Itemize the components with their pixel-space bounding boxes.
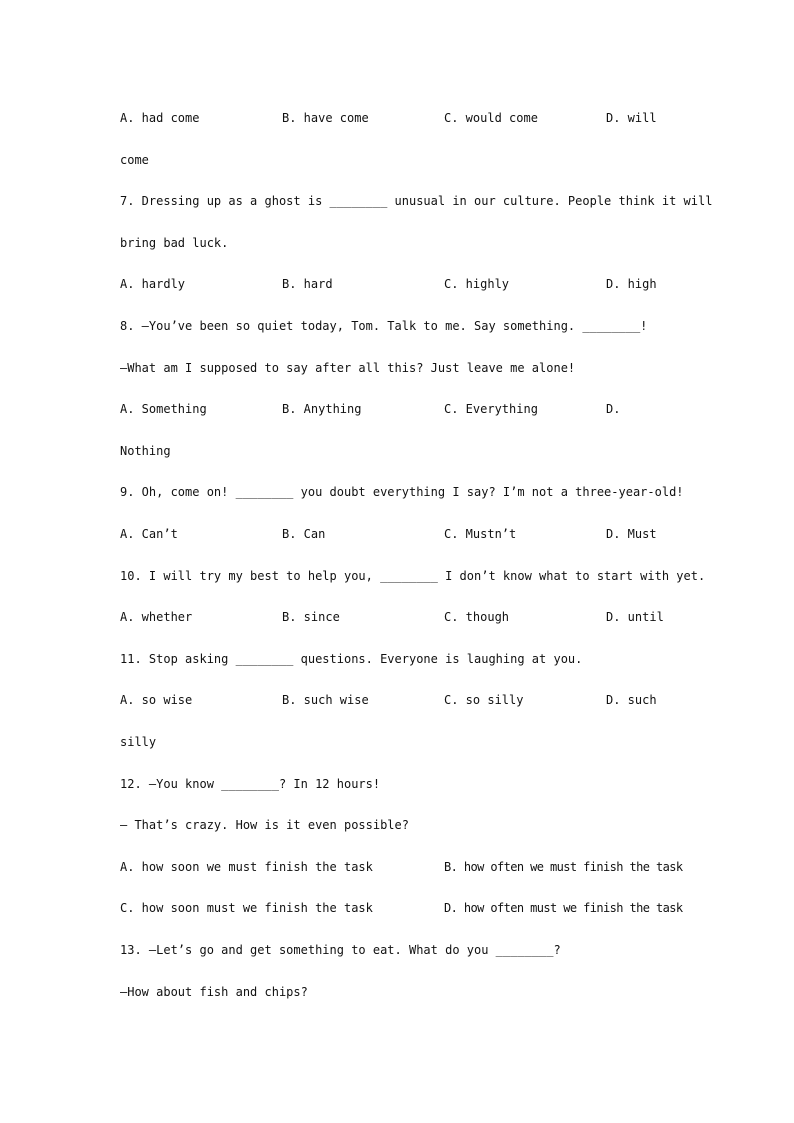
q8-option-b: B. Anything bbox=[282, 402, 362, 416]
q6-option-b: B. have come bbox=[282, 111, 369, 125]
q10-option-c: C. though bbox=[444, 610, 510, 624]
question-12: 12. —You know ________? In 12 hours! bbox=[120, 777, 381, 791]
question-11: 11. Stop asking ________ questions. Everyone is laughing at you. bbox=[120, 652, 583, 666]
q7-option-d: D. high bbox=[606, 277, 657, 291]
question-12-reply: — That’s crazy. How is it even possible? bbox=[120, 818, 409, 832]
q9-option-c: C. Mustn’t bbox=[444, 527, 517, 541]
q7-option-a: A. hardly bbox=[120, 277, 186, 291]
q10-option-b: B. since bbox=[282, 610, 340, 624]
q6-option-c: C. would come bbox=[444, 111, 538, 125]
question-13-reply: —How about fish and chips? bbox=[120, 985, 308, 999]
q6-option-d: D. will bbox=[606, 111, 657, 125]
q12-option-a: A. how soon we must finish the task bbox=[120, 860, 373, 874]
question-8-reply: —What am I supposed to say after all this? Just leave me alone! bbox=[120, 361, 576, 375]
q11-option-d-wrap: silly bbox=[120, 735, 157, 749]
question-13: 13. —Let’s go and get something to eat. What do you ________? bbox=[120, 943, 561, 957]
q9-option-a: A. Can’t bbox=[120, 527, 178, 541]
q12-option-d: D. how often must we finish the task bbox=[444, 901, 683, 915]
question-7: 7. Dressing up as a ghost is ________ unusual in our culture. People think it will bbox=[120, 194, 713, 208]
q9-option-d: D. Must bbox=[606, 527, 657, 541]
q9-option-b: B. Can bbox=[282, 527, 326, 541]
q11-option-b: B. such wise bbox=[282, 693, 369, 707]
question-9: 9. Oh, come on! ________ you doubt everything I say? I’m not a three-year-old! bbox=[120, 485, 684, 499]
question-10: 10. I will try my best to help you, ________ I don’t know what to start with yet. bbox=[120, 569, 706, 583]
q11-option-c: C. so silly bbox=[444, 693, 524, 707]
q6-option-a: A. had come bbox=[120, 111, 200, 125]
q12-option-b: B. how often we must finish the task bbox=[444, 860, 683, 874]
q6-option-d-wrap: come bbox=[120, 153, 149, 167]
q8-option-d-wrap: Nothing bbox=[120, 444, 171, 458]
question-7-continued: bring bad luck. bbox=[120, 236, 229, 250]
q10-option-d: D. until bbox=[606, 610, 664, 624]
question-8: 8. —You’ve been so quiet today, Tom. Talk to me. Say something. ________! bbox=[120, 319, 648, 333]
q8-option-c: C. Everything bbox=[444, 402, 538, 416]
q10-option-a: A. whether bbox=[120, 610, 193, 624]
q11-option-d: D. such bbox=[606, 693, 657, 707]
q7-option-c: C. highly bbox=[444, 277, 510, 291]
q7-option-b: B. hard bbox=[282, 277, 333, 291]
q11-option-a: A. so wise bbox=[120, 693, 193, 707]
q8-option-d: D. bbox=[606, 402, 621, 416]
q8-option-a: A. Something bbox=[120, 402, 207, 416]
q12-option-c: C. how soon must we finish the task bbox=[120, 901, 373, 915]
